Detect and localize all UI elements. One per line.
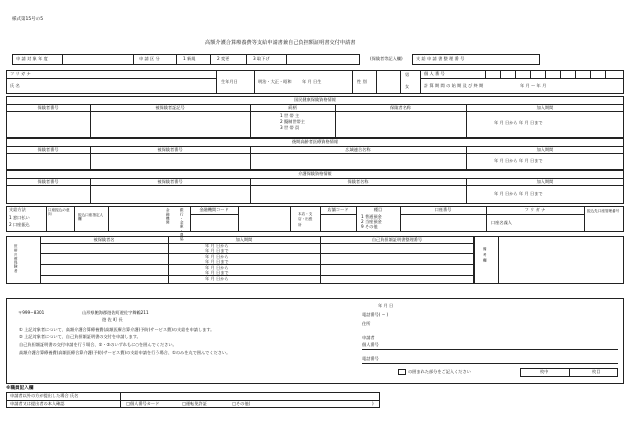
applicant-label: 申請者 (362, 335, 375, 340)
kokuho-header: 国民健康保険資格情報 (294, 97, 336, 102)
kaigo-insured-no: 被保険者番号 (157, 179, 183, 184)
sex-female[interactable]: 女 (405, 84, 410, 89)
cert-no-label: 自己負担額証明書整理番号 (371, 237, 423, 242)
remarks-box (474, 236, 624, 284)
insured-name-label: 被保険者名 (93, 237, 115, 242)
applicant-name-label: 氏 名 (10, 83, 20, 88)
kaigo-insurer-name: 保険者名称 (347, 179, 369, 184)
koki-insurer-no: 保険者番号 (37, 147, 59, 152)
period-label: 計 算 期 間 の 始 期 及 び 終 期 (424, 83, 484, 88)
koki-period-label: 加入期間 (536, 147, 554, 152)
institution-code-label: 金融機関コード (199, 207, 229, 212)
account-type-label: 種目 (373, 207, 383, 212)
birth-label: 生年月日 (221, 79, 238, 84)
kokuho-relation: 続柄 (288, 105, 297, 110)
holder-label: 口座名義人 (491, 220, 512, 225)
consent-note-1: 自己負担額証明書の交付申請を行う場合、①・②のいずれもに○を囲んでください。 (19, 342, 177, 347)
page-total-label: 枚中 (540, 369, 549, 374)
relation-3[interactable]: 3 世 帯 員 (280, 125, 300, 130)
consent-note-2: 高額介護合算療養費(高額医療合算介護(予防)サービス費)の支給申請を行う場合、①のみを丸で囲んでください。 (19, 350, 231, 355)
era-options: 明治・大正・昭和 (258, 79, 292, 84)
sex-label: 性 別 (357, 79, 367, 84)
kaigo-period-label: 加入期間 (536, 179, 554, 184)
personal-no-label-2: 個人番号 (362, 342, 379, 347)
holder-furigana: フ リ ガ ナ (524, 207, 546, 212)
m3-from: 年 月 日から (205, 265, 229, 270)
id-opt-close: ) (372, 401, 374, 406)
consent-1[interactable]: ① 上記対象者について、高額介護合算療養費(高額医療合算介護(予防)サービス費)の支給を申請します。 (19, 327, 215, 332)
kaigo-period-value: 年 月 日から 年 月 日まで (494, 191, 543, 196)
applicant-furigana: フ リ ガ ナ (10, 71, 31, 76)
transfer-mgmt-label: 振込先口座管理番号 (587, 209, 620, 213)
insurer-note: (保険者等記入欄) (370, 56, 403, 61)
category-withdraw[interactable]: 3 取下げ (253, 56, 270, 61)
kokuho-insurer-no: 保険者番号 (37, 105, 59, 110)
mayor-label: 遊 佐 町 長 (102, 317, 123, 322)
m2-to: 年 月 日まで (205, 259, 229, 264)
type-other[interactable]: 9 その他 (361, 224, 378, 229)
staff-row-1: 申請者以外の方が提出した場合 氏名 (10, 393, 79, 398)
kokuho-period-label: 加入期間 (536, 105, 554, 110)
members-period-label: 加入期間 (235, 237, 253, 242)
page-title: 高額介護合算療養費等支給申請書兼自己負担額証明書交付申請書 (205, 40, 356, 46)
remarks-label: 備 考 欄 (483, 247, 488, 263)
payment-no-label: 支 給 申 請 書 整 理 番 号 (416, 56, 465, 61)
m4-from: 年 月 日から (205, 276, 229, 281)
method-transfer[interactable]: 2 口座振込 (9, 222, 30, 227)
relation-1[interactable]: 1 世 帯 主 (280, 113, 300, 118)
branch-code-label: 店舗コード (327, 207, 349, 212)
method-window[interactable]: 1 窓口払い (9, 215, 30, 220)
institution-label: 金融機関 (166, 208, 171, 225)
kaigo-header: 介護保険資格情報 (298, 171, 332, 176)
staff-header: ※職員記入欄 (6, 386, 34, 391)
intent-label: 口座振込の意向 (48, 208, 70, 217)
postal-code: 〒999−8301 (18, 310, 45, 315)
m1-to: 年 月 日まで (205, 248, 229, 253)
legend-note: の囲まれた部分をご記入ください (408, 369, 471, 374)
relation-2[interactable]: 2 擬制世帯主 (280, 119, 305, 124)
consent-2[interactable]: ② 上記対象者について、自己負担額証明書の交付を申請します。 (19, 334, 141, 339)
period-value: 年 月 〜 年 月 (520, 83, 547, 88)
designation-label: 振込口座指定人欄 (78, 213, 104, 222)
type-ordinary[interactable]: 1 普通預金 (361, 214, 382, 219)
koki-header: 後期高齢者医療資格情報 (291, 139, 339, 144)
kokuho-period-value: 年 月 日から 年 月 日まで (494, 120, 543, 125)
kokuho-symbol-no: 被保険者証記号 (155, 105, 185, 110)
koki-period-value: 年 月 日から 年 月 日まで (494, 158, 543, 163)
sex-male[interactable]: 男 (405, 72, 410, 77)
account-no-label: 口座番号 (434, 207, 452, 212)
type-current[interactable]: 2 当座預金 (361, 219, 382, 224)
kaigo-insurer-no: 保険者番号 (37, 179, 59, 184)
tel-label: 電話番号 (362, 356, 379, 361)
submit-date: 年 月 日 (378, 303, 394, 308)
category-change[interactable]: 2 変更 (217, 56, 230, 61)
members-side-label: 世帯の被保険者 (14, 244, 19, 273)
method-label: 支給方法 (9, 207, 26, 212)
m3-to: 年 月 日まで (205, 270, 229, 275)
category-label: 申 請 区 分 (139, 56, 160, 61)
kokuho-insurer-name: 保険者名称 (390, 105, 411, 110)
birth-ymd: 年 月 日生 (302, 79, 322, 84)
office-address: 山形県飽海郡遊佐町遊佐字舞鶴211 (82, 310, 149, 315)
page-current-label: 枚目 (592, 369, 601, 374)
personal-no-label: 個 人 番 号 (424, 71, 445, 76)
koki-insured-no: 被保険者番号 (157, 147, 183, 152)
category-new[interactable]: 1 新規 (183, 56, 196, 61)
id-opt-license[interactable]: □運転免許証 (182, 401, 207, 406)
residence-label: 住所 (362, 321, 371, 326)
koki-union-name: 広域連合名称 (345, 147, 371, 152)
id-opt-mynumber[interactable]: □個人番号カード (126, 401, 160, 406)
m2-from: 年 月 日から (205, 254, 229, 259)
branch-label: 本店・支店・出張所 (298, 212, 313, 227)
office-phone: 電話番号( − ) (362, 312, 389, 317)
legend-box (398, 369, 406, 375)
institution-types: 銀行・金庫・農協 (180, 208, 185, 241)
m1-from: 年 月 日から (205, 243, 229, 248)
fiscal-year-label: 申 請 対 象 年 度 (16, 56, 48, 61)
id-opt-other[interactable]: □その他( (232, 401, 251, 406)
form-number: 様式第15号の5 (12, 17, 44, 22)
staff-row-2: 申請者又は提出者の本人確認 (10, 401, 65, 406)
